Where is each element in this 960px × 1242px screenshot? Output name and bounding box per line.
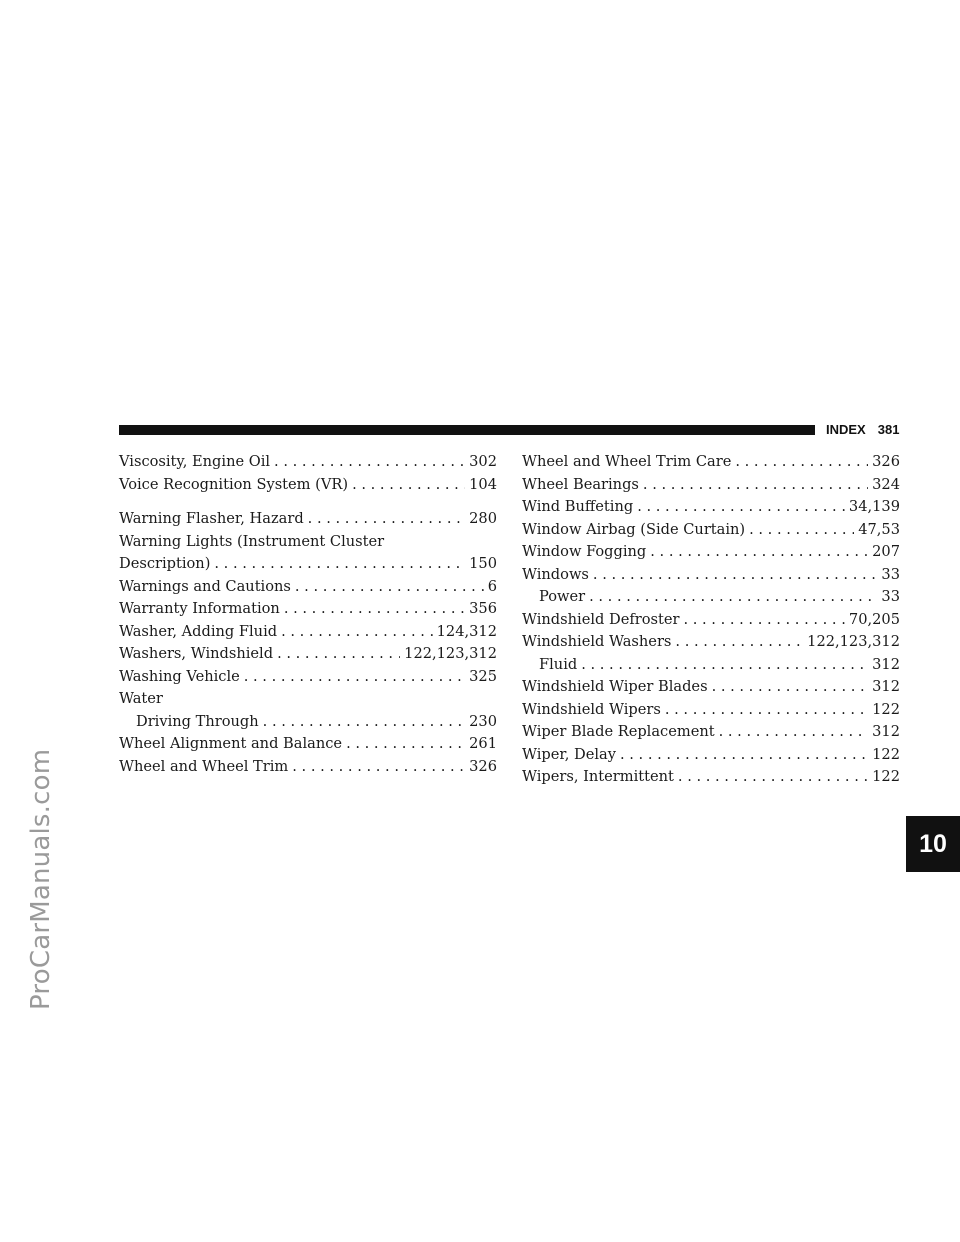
index-page-ref: 122,123,312: [807, 633, 900, 650]
running-header: [826, 422, 899, 437]
index-entry: [119, 451, 497, 474]
watermark-text: ProCarManuals.com: [26, 748, 56, 1010]
index-term: Warranty Information: [119, 600, 280, 617]
index-term: Washer, Adding Fluid: [119, 622, 278, 640]
section-title: INDEX: [826, 422, 866, 437]
dot-leader: [665, 699, 868, 722]
dot-leader: [712, 676, 869, 699]
index-entry: [522, 631, 900, 654]
index-page-ref: 6: [487, 577, 497, 595]
index-column-right: [522, 451, 900, 789]
index-page-ref: 207: [872, 543, 900, 560]
index-term: Warning Flasher, Hazard: [119, 510, 304, 527]
index-page-ref: 312: [872, 678, 900, 695]
dot-leader: [346, 733, 465, 756]
index-page-ref: 122: [872, 768, 900, 785]
index-page-ref: 326: [872, 453, 900, 470]
index-page-ref: 122: [872, 700, 900, 718]
dot-leader: [719, 721, 869, 744]
index-subentry: [119, 711, 497, 734]
index-term: Windshield Wiper Blades: [522, 678, 708, 695]
index-entry: [119, 598, 497, 621]
index-page-ref: 122,123,312: [404, 645, 497, 662]
index-page-ref: 230: [469, 712, 497, 730]
index-page-ref: 34,139: [848, 498, 900, 515]
index-entry: [119, 756, 497, 779]
index-term: Water: [119, 690, 163, 707]
dot-leader: [308, 508, 465, 531]
index-entry: [522, 609, 900, 632]
index-entry: [119, 508, 497, 531]
index-entry: [522, 474, 900, 497]
dot-leader: [214, 553, 465, 576]
page-number: 381: [877, 422, 900, 437]
index-entry: [119, 474, 497, 497]
index-page-ref: 33: [881, 565, 900, 583]
index-page-ref: 312: [872, 723, 900, 740]
index-entry: [119, 621, 497, 644]
dot-leader: [277, 643, 400, 666]
index-entry: [522, 676, 900, 699]
index-term: Wheel Alignment and Balance: [119, 735, 343, 752]
dot-leader: [678, 766, 868, 789]
index-subentry: [522, 586, 900, 609]
index-term: Power: [539, 588, 586, 605]
index-page-ref: 124,312: [436, 622, 497, 640]
dot-leader: [352, 474, 465, 497]
index-entry: [522, 766, 900, 789]
dot-leader: [650, 541, 868, 564]
index-term: Wheel and Wheel Trim: [119, 757, 289, 775]
index-entry: [522, 451, 900, 474]
index-page-ref: 47,53: [858, 520, 900, 538]
index-term: Window Fogging: [522, 543, 647, 560]
dot-leader: [581, 654, 868, 677]
index-term: Windshield Wipers: [522, 700, 661, 718]
index-term: Washers, Windshield: [119, 645, 274, 662]
index-entry: [522, 496, 900, 519]
index-page-ref: 356: [469, 600, 497, 617]
index-entry: [119, 733, 497, 756]
dot-leader: [683, 609, 844, 632]
dot-leader: [637, 496, 845, 519]
dot-leader: [295, 576, 484, 599]
index-page-ref: 280: [469, 510, 497, 527]
dot-leader: [244, 666, 465, 689]
index-entry: [119, 553, 497, 576]
index-term: Windows: [522, 565, 589, 583]
dot-leader: [735, 451, 868, 474]
dot-leader: [292, 756, 465, 779]
index-page-ref: 324: [872, 475, 900, 493]
index-page-ref: 312: [872, 655, 900, 673]
index-term: Window Airbag (Side Curtain): [522, 520, 746, 538]
index-entry: [119, 576, 497, 599]
index-entry: [119, 688, 497, 711]
index-page-ref: 261: [469, 735, 497, 752]
index-entry: [522, 721, 900, 744]
dot-leader: [284, 598, 465, 621]
index-subentry: [522, 654, 900, 677]
index-entry: [119, 666, 497, 689]
index-entry: [522, 541, 900, 564]
index-term: Driving Through: [136, 712, 259, 730]
index-entry: [119, 643, 497, 666]
dot-leader: [263, 711, 465, 734]
index-term: Windshield Defroster: [522, 610, 680, 628]
index-term: Warnings and Cautions: [119, 577, 291, 595]
index-term: Wind Buffeting: [522, 498, 634, 515]
index-page-ref: 70,205: [848, 610, 900, 628]
dot-leader: [620, 744, 868, 767]
index-term: Washing Vehicle: [119, 667, 240, 685]
dot-leader: [593, 564, 878, 587]
index-entry: [522, 744, 900, 767]
dot-leader: [274, 451, 465, 474]
dot-leader: [589, 586, 877, 609]
index-entry: [522, 699, 900, 722]
index-term: Wheel and Wheel Trim Care: [522, 453, 732, 470]
index-term: Wiper, Delay: [522, 745, 616, 763]
index-term: Windshield Washers: [522, 633, 672, 650]
index-page-ref: 104: [469, 475, 497, 493]
index-term: Voice Recognition System (VR): [119, 475, 349, 493]
chapter-tab: 10: [906, 816, 960, 872]
index-entry: [522, 519, 900, 542]
index-page-ref: 302: [469, 453, 497, 470]
header-rule: [119, 425, 815, 435]
index-entry: [522, 564, 900, 587]
index-page-ref: 122: [872, 745, 900, 763]
index-column-left: [119, 451, 497, 778]
index-page-ref: 33: [881, 588, 900, 605]
index-term: Wipers, Intermittent: [522, 768, 674, 785]
dot-leader: [281, 621, 433, 644]
index-term: Description): [119, 555, 211, 572]
index-term: Wiper Blade Replacement: [522, 723, 715, 740]
index-page-ref: 326: [469, 757, 497, 775]
index-entry: [119, 531, 497, 554]
dot-leader: [749, 519, 854, 542]
dot-leader: [643, 474, 868, 497]
index-term: Fluid: [539, 655, 578, 673]
index-term: Wheel Bearings: [522, 475, 639, 493]
index-term: Viscosity, Engine Oil: [119, 453, 271, 470]
index-page-ref: 150: [469, 555, 497, 572]
dot-leader: [675, 631, 803, 654]
index-page-ref: 325: [469, 667, 497, 685]
index-term: Warning Lights (Instrument Cluster: [119, 532, 385, 550]
